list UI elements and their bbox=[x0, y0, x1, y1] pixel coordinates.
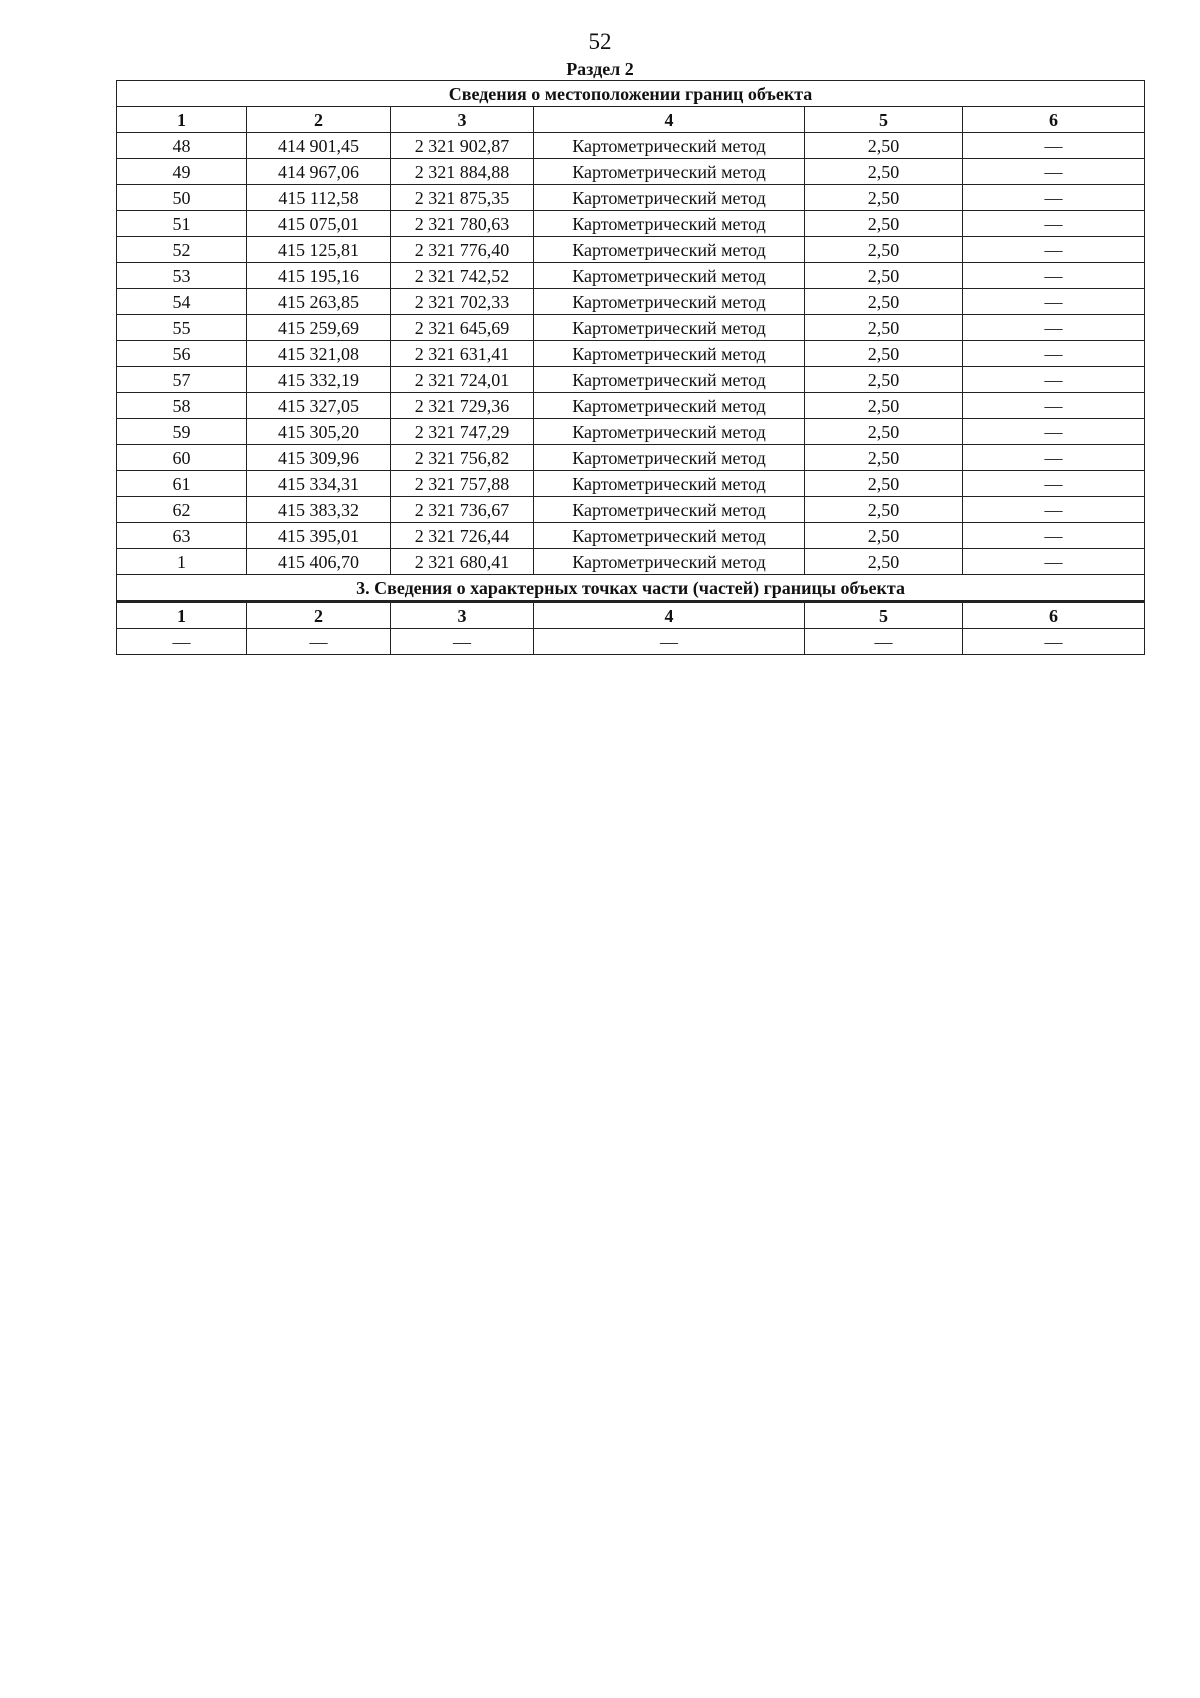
table-row bbox=[117, 497, 1145, 523]
table-row bbox=[117, 523, 1145, 549]
table-cell: 415 321,08 bbox=[247, 341, 391, 367]
table-row bbox=[117, 315, 1145, 341]
table-cell: 2,50 bbox=[805, 315, 963, 341]
table-cell: 3 bbox=[391, 602, 534, 629]
table-cell: 415 195,16 bbox=[247, 263, 391, 289]
table-cell: — bbox=[963, 523, 1145, 549]
table-cell: 4 bbox=[534, 107, 805, 133]
table-row bbox=[117, 289, 1145, 315]
page-number: 52 bbox=[588, 29, 612, 54]
table-cell: 415 406,70 bbox=[247, 549, 391, 575]
table-title: Сведения о местоположении границ объекта bbox=[117, 81, 1145, 107]
table-cell: 2,50 bbox=[805, 341, 963, 367]
table-cell: 2,50 bbox=[805, 159, 963, 185]
table-cell: 2,50 bbox=[805, 185, 963, 211]
table-cell: 2,50 bbox=[805, 393, 963, 419]
table-cell: 415 125,81 bbox=[247, 237, 391, 263]
table-cell: 2,50 bbox=[805, 263, 963, 289]
table-cell: 48 bbox=[117, 133, 247, 159]
table-cell: — bbox=[963, 159, 1145, 185]
boundary-table-body bbox=[117, 81, 1145, 655]
table-cell: 2,50 bbox=[805, 471, 963, 497]
table-row bbox=[117, 341, 1145, 367]
table-cell: 5 bbox=[805, 602, 963, 629]
table-cell: 2 bbox=[247, 107, 391, 133]
table-cell: Картометрический метод bbox=[534, 445, 805, 471]
table-cell: — bbox=[963, 185, 1145, 211]
table-cell: 4 bbox=[534, 602, 805, 629]
table-cell: Картометрический метод bbox=[534, 549, 805, 575]
table-cell: 2 321 757,88 bbox=[391, 471, 534, 497]
table-cell: 2,50 bbox=[805, 445, 963, 471]
column-header-row bbox=[117, 107, 1145, 133]
table-cell: Картометрический метод bbox=[534, 237, 805, 263]
subsection-title: 3. Сведения о характерных точках части (частей) границы объекта bbox=[117, 575, 1145, 602]
table-cell: 415 383,32 bbox=[247, 497, 391, 523]
table-cell: Картометрический метод bbox=[534, 185, 805, 211]
table-cell: 57 bbox=[117, 367, 247, 393]
table-cell: 2 321 724,01 bbox=[391, 367, 534, 393]
table-cell: 2,50 bbox=[805, 211, 963, 237]
table-cell: 2,50 bbox=[805, 523, 963, 549]
table-cell: — bbox=[963, 133, 1145, 159]
table-cell: 414 901,45 bbox=[247, 133, 391, 159]
table-cell: 58 bbox=[117, 393, 247, 419]
table-cell: — bbox=[963, 549, 1145, 575]
table-cell: 2 321 756,82 bbox=[391, 445, 534, 471]
table-cell: — bbox=[963, 367, 1145, 393]
table-cell: 63 bbox=[117, 523, 247, 549]
table-cell: 415 263,85 bbox=[247, 289, 391, 315]
table-cell: 414 967,06 bbox=[247, 159, 391, 185]
table-cell: — bbox=[117, 629, 247, 655]
table-cell: Картометрический метод bbox=[534, 471, 805, 497]
table-cell: — bbox=[963, 497, 1145, 523]
table-cell: 59 bbox=[117, 419, 247, 445]
table-row bbox=[117, 237, 1145, 263]
table-cell: Картометрический метод bbox=[534, 289, 805, 315]
table-cell: 2 bbox=[247, 602, 391, 629]
table-row bbox=[117, 159, 1145, 185]
table-row bbox=[117, 211, 1145, 237]
table-cell: 2 321 776,40 bbox=[391, 237, 534, 263]
table-cell: — bbox=[963, 289, 1145, 315]
table-cell: — bbox=[963, 263, 1145, 289]
table-cell: Картометрический метод bbox=[534, 367, 805, 393]
table-cell: Картометрический метод bbox=[534, 497, 805, 523]
table-cell: 415 305,20 bbox=[247, 419, 391, 445]
table-row bbox=[117, 445, 1145, 471]
table-cell: 2 321 680,41 bbox=[391, 549, 534, 575]
table-row bbox=[117, 393, 1145, 419]
table-cell: — bbox=[534, 629, 805, 655]
table-cell: 2 321 729,36 bbox=[391, 393, 534, 419]
table-row bbox=[117, 419, 1145, 445]
table-cell: — bbox=[247, 629, 391, 655]
column-header-row bbox=[117, 602, 1145, 629]
table-cell: 54 bbox=[117, 289, 247, 315]
table-cell: 415 332,19 bbox=[247, 367, 391, 393]
table-title-row bbox=[117, 81, 1145, 107]
table-cell: 415 395,01 bbox=[247, 523, 391, 549]
table-cell: 62 bbox=[117, 497, 247, 523]
table-cell: Картометрический метод bbox=[534, 159, 805, 185]
table-cell: 2 321 780,63 bbox=[391, 211, 534, 237]
table-cell: 49 bbox=[117, 159, 247, 185]
table-cell: Картометрический метод bbox=[534, 315, 805, 341]
table-cell: — bbox=[963, 237, 1145, 263]
table-cell: 1 bbox=[117, 549, 247, 575]
table-cell: Картометрический метод bbox=[534, 523, 805, 549]
table-row bbox=[117, 549, 1145, 575]
table-cell: Картометрический метод bbox=[534, 263, 805, 289]
table-row bbox=[117, 367, 1145, 393]
table-cell: — bbox=[391, 629, 534, 655]
table-cell: — bbox=[963, 211, 1145, 237]
table-cell: 2,50 bbox=[805, 289, 963, 315]
table-row bbox=[117, 471, 1145, 497]
table-cell: 56 bbox=[117, 341, 247, 367]
table-row bbox=[117, 185, 1145, 211]
table-cell: 2 321 702,33 bbox=[391, 289, 534, 315]
table-cell: 5 bbox=[805, 107, 963, 133]
table-cell: Картометрический метод bbox=[534, 341, 805, 367]
table-cell: 415 259,69 bbox=[247, 315, 391, 341]
table-cell: 51 bbox=[117, 211, 247, 237]
table-cell: 2 321 645,69 bbox=[391, 315, 534, 341]
table-cell: Картометрический метод bbox=[534, 393, 805, 419]
table-cell: 2,50 bbox=[805, 237, 963, 263]
table-cell: 2 321 736,67 bbox=[391, 497, 534, 523]
table-cell: — bbox=[963, 445, 1145, 471]
table-cell: — bbox=[963, 419, 1145, 445]
table-cell: 2,50 bbox=[805, 419, 963, 445]
table-cell: — bbox=[963, 471, 1145, 497]
table-cell: Картометрический метод bbox=[534, 133, 805, 159]
table-cell: 61 bbox=[117, 471, 247, 497]
table-cell: 415 309,96 bbox=[247, 445, 391, 471]
table-cell: 415 334,31 bbox=[247, 471, 391, 497]
table-cell: 415 327,05 bbox=[247, 393, 391, 419]
table-cell: — bbox=[963, 629, 1145, 655]
table-cell: 50 bbox=[117, 185, 247, 211]
table-cell: 6 bbox=[963, 602, 1145, 629]
table-cell: 2 321 631,41 bbox=[391, 341, 534, 367]
table-cell: 2,50 bbox=[805, 133, 963, 159]
table-cell: 2 321 884,88 bbox=[391, 159, 534, 185]
table-cell: 6 bbox=[963, 107, 1145, 133]
section-title: Раздел 2 bbox=[566, 59, 634, 79]
table-cell: Картометрический метод bbox=[534, 211, 805, 237]
table-row bbox=[117, 133, 1145, 159]
table-cell: 52 bbox=[117, 237, 247, 263]
table-cell: 53 bbox=[117, 263, 247, 289]
table-cell: 2,50 bbox=[805, 367, 963, 393]
table-cell: 2 321 875,35 bbox=[391, 185, 534, 211]
table-cell: 415 075,01 bbox=[247, 211, 391, 237]
table-cell: 60 bbox=[117, 445, 247, 471]
table-cell: 2 321 747,29 bbox=[391, 419, 534, 445]
table-cell: — bbox=[963, 393, 1145, 419]
table-cell: 2,50 bbox=[805, 497, 963, 523]
subsection-title-row bbox=[117, 575, 1145, 602]
table-cell: 415 112,58 bbox=[247, 185, 391, 211]
table-cell: — bbox=[805, 629, 963, 655]
table-cell: 1 bbox=[117, 107, 247, 133]
boundary-table bbox=[116, 80, 1145, 655]
table-row bbox=[117, 263, 1145, 289]
table-cell: Картометрический метод bbox=[534, 419, 805, 445]
table-cell: 2,50 bbox=[805, 549, 963, 575]
table-cell: — bbox=[963, 341, 1145, 367]
table-cell: 1 bbox=[117, 602, 247, 629]
table-cell: 55 bbox=[117, 315, 247, 341]
table-cell: 3 bbox=[391, 107, 534, 133]
table-cell: — bbox=[963, 315, 1145, 341]
table-row bbox=[117, 629, 1145, 655]
table-cell: 2 321 742,52 bbox=[391, 263, 534, 289]
table-cell: 2 321 902,87 bbox=[391, 133, 534, 159]
table-cell: 2 321 726,44 bbox=[391, 523, 534, 549]
